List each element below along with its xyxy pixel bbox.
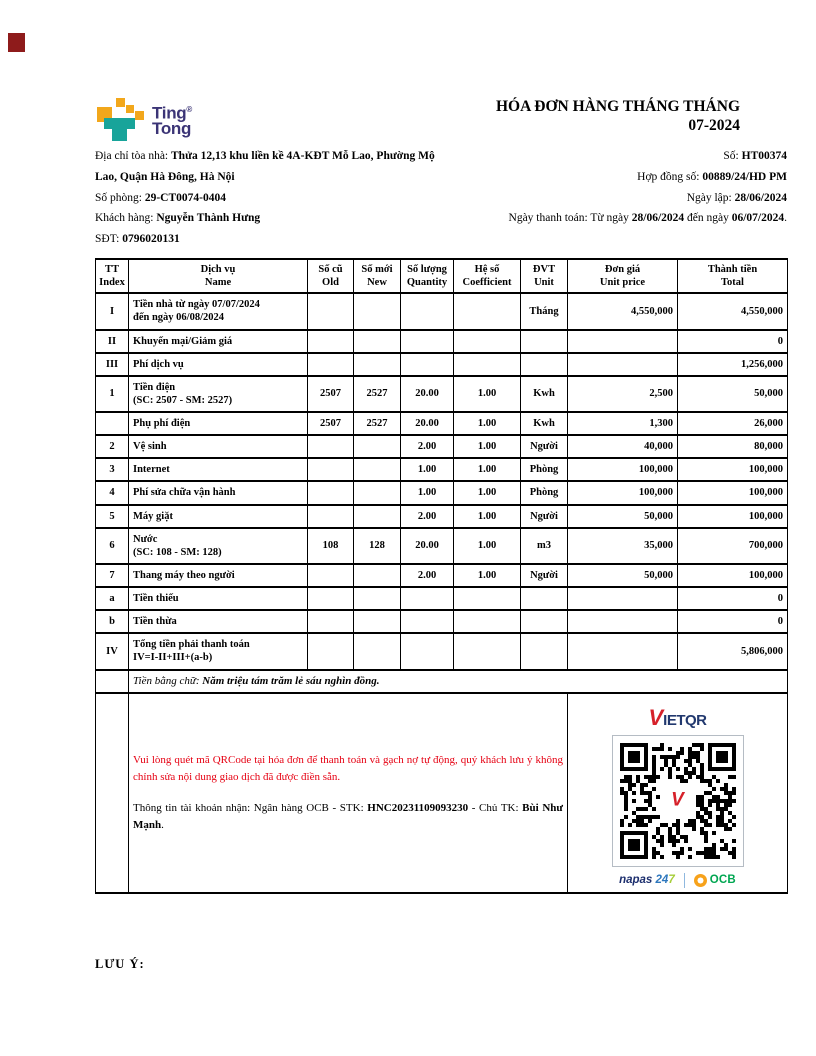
column-header: TT Index	[96, 259, 129, 293]
column-header: Đơn giá Unit price	[568, 259, 678, 293]
viewer-artifact-square	[8, 33, 25, 52]
cell-qty: 2.00	[401, 505, 454, 528]
cell-total: 0	[678, 610, 788, 633]
issue-date-line	[417, 188, 787, 209]
cell-idx	[96, 670, 129, 694]
cell-name: Tiền điện (SC: 2507 - SM: 2527)	[129, 376, 308, 412]
cell-total: 100,000	[678, 458, 788, 481]
phone-line	[95, 229, 443, 250]
cell-idx: III	[96, 353, 129, 376]
cell-total: 0	[678, 330, 788, 353]
cell-name: Tiền thừa	[129, 610, 308, 633]
cell-qty: 20.00	[401, 412, 454, 435]
table-row	[96, 435, 788, 458]
payment-period-end: 06/07/2024	[731, 212, 785, 225]
cell-name: Tổng tiền phải thanh toán IV=I-II+III+(a-b)	[129, 633, 308, 669]
cell-total: 4,550,000	[678, 293, 788, 329]
table-row	[96, 610, 788, 633]
notes-heading: LƯU Ý:	[95, 957, 145, 971]
table-row	[96, 353, 788, 376]
payment-period-start: 28/06/2024	[631, 212, 685, 225]
cell-coef: 1.00	[454, 376, 521, 412]
cell-price: 100,000	[568, 481, 678, 504]
column-header: Dịch vụ Name	[129, 259, 308, 293]
tingtong-logo-text	[152, 102, 192, 136]
cell-old	[308, 633, 354, 669]
address-value: Thửa 12,13 khu liền kề 4A-KĐT Mỗ Lao, Phường Mộ Lao, Quận Hà Đông, Hà Nội	[95, 150, 435, 183]
cell-name: Thang máy theo người	[129, 564, 308, 587]
column-header: Hệ số Coefficient	[454, 259, 521, 293]
cell-coef	[454, 633, 521, 669]
cell-qty	[401, 330, 454, 353]
bank-logos	[572, 873, 783, 888]
cell-name: Tiền nhà từ ngày 07/07/2024 đến ngày 06/08/2024	[129, 293, 308, 329]
cell-name: Phí dịch vụ	[129, 353, 308, 376]
cell-qty	[401, 633, 454, 669]
cell-price: 35,000	[568, 528, 678, 564]
cell-new	[354, 435, 401, 458]
cell-total: 0	[678, 587, 788, 610]
payment-qr-row	[96, 693, 788, 893]
column-header: Thành tiền Total	[678, 259, 788, 293]
cell-qty	[401, 293, 454, 329]
account-holder: Bùi Như Mạnh	[133, 802, 563, 832]
customer-label: Khách hàng:	[95, 212, 157, 225]
column-header: ĐVT Unit	[521, 259, 568, 293]
cell-name: Phí sửa chữa vận hành	[129, 481, 308, 504]
cell-price: 4,550,000	[568, 293, 678, 329]
cell-coef: 1.00	[454, 505, 521, 528]
table-row	[96, 412, 788, 435]
account-number: HNC20231109093230	[367, 802, 469, 815]
table-header-row	[96, 259, 788, 293]
cell-price	[568, 330, 678, 353]
cell-price: 40,000	[568, 435, 678, 458]
vietqr-logo	[572, 704, 783, 733]
cell-idx: IV	[96, 633, 129, 669]
cell-old	[308, 481, 354, 504]
cell-unit: Người	[521, 564, 568, 587]
table-row	[96, 633, 788, 669]
column-header: Số cũ Old	[308, 259, 354, 293]
cell-unit: Phòng	[521, 481, 568, 504]
cell-old	[308, 564, 354, 587]
cell-total: 100,000	[678, 564, 788, 587]
cell-name: Máy giặt	[129, 505, 308, 528]
cell-price	[568, 610, 678, 633]
cell-idx: 6	[96, 528, 129, 564]
cell-qty	[401, 587, 454, 610]
cell-idx: II	[96, 330, 129, 353]
cell-price	[568, 587, 678, 610]
contract-number-line	[417, 167, 787, 188]
cell-total: 50,000	[678, 376, 788, 412]
cell-idx: 7	[96, 564, 129, 587]
table-row	[96, 528, 788, 564]
cell-new: 2527	[354, 376, 401, 412]
cell-idx: 1	[96, 376, 129, 412]
cell-qty	[401, 610, 454, 633]
cell-coef: 1.00	[454, 528, 521, 564]
invoice-table	[95, 258, 788, 894]
cell-unit	[521, 353, 568, 376]
logo-word-ting: Ting	[152, 103, 187, 123]
table-row	[96, 481, 788, 504]
napas-7: 7	[668, 874, 675, 887]
cell-price: 50,000	[568, 505, 678, 528]
cell-price: 50,000	[568, 564, 678, 587]
contract-label: Hợp đồng số:	[637, 170, 703, 183]
address-label: Địa chỉ tòa nhà:	[95, 150, 172, 162]
cell-qty: 2.00	[401, 564, 454, 587]
qr-code	[612, 735, 744, 867]
table-row	[96, 458, 788, 481]
cell-old	[308, 293, 354, 329]
cell-new	[354, 564, 401, 587]
cell-coef: 1.00	[454, 412, 521, 435]
cell-new	[354, 293, 401, 329]
cell-old: 2507	[308, 412, 354, 435]
table-row	[96, 587, 788, 610]
cell-new: 2527	[354, 412, 401, 435]
invoice-number-value: HT00374	[741, 150, 787, 162]
invoice-title: HÓA ĐƠN HÀNG THÁNG THÁNG 07-2024	[495, 98, 740, 134]
table-row	[96, 376, 788, 412]
cell-coef	[454, 330, 521, 353]
cell-price: 1,300	[568, 412, 678, 435]
cell-coef	[454, 610, 521, 633]
customer-info-block	[95, 146, 443, 250]
cell-name: Phụ phí điện	[129, 412, 308, 435]
customer-line	[95, 208, 443, 229]
cell-name: Vệ sinh	[129, 435, 308, 458]
invoice-meta-block	[417, 146, 787, 229]
table-row	[96, 505, 788, 528]
cell-qty: 1.00	[401, 458, 454, 481]
tingtong-logo	[95, 96, 192, 142]
cell-qty: 20.00	[401, 376, 454, 412]
cell-old	[308, 610, 354, 633]
cell-new	[354, 481, 401, 504]
cell-coef	[454, 353, 521, 376]
payment-note-cell	[129, 693, 568, 893]
registered-mark: ®	[186, 105, 192, 115]
amount-words-label: Tiền bằng chữ:	[133, 674, 203, 687]
cell-idx: 4	[96, 481, 129, 504]
issue-date-label: Ngày lập:	[686, 191, 735, 204]
invoice-number-line	[417, 146, 787, 167]
cell-price: 100,000	[568, 458, 678, 481]
ocb-logo	[694, 873, 736, 887]
cell-idx	[96, 412, 129, 435]
logo-divider	[684, 873, 685, 888]
cell-qty: 20.00	[401, 528, 454, 564]
cell-new	[354, 633, 401, 669]
payment-warning-text: Vui lòng quét mã QRCode tại hóa đơn để thanh toán và gạch nợ tự động, quý khách lưu ý không chỉnh sửa nội dung giao dịch đã được điền sẵn.	[133, 754, 563, 784]
issue-date-value: 28/06/2024	[734, 191, 787, 204]
cell-new	[354, 353, 401, 376]
cell-name: Internet	[129, 458, 308, 481]
cell-new	[354, 458, 401, 481]
cell-unit: Phòng	[521, 458, 568, 481]
cell-price	[568, 353, 678, 376]
napas-247-logo	[619, 873, 675, 887]
vietqr-qr: QR	[685, 711, 707, 729]
cell-unit: Tháng	[521, 293, 568, 329]
phone-label: SĐT:	[95, 233, 123, 246]
contract-value: 00889/24/HD PM	[702, 170, 787, 183]
cell-total: 26,000	[678, 412, 788, 435]
qr-center-v-icon: V	[671, 789, 684, 811]
cell-total: 100,000	[678, 481, 788, 504]
cell-coef: 1.00	[454, 435, 521, 458]
cell-qty: 1.00	[401, 481, 454, 504]
payment-period-period: .	[784, 212, 787, 225]
cell-new: 128	[354, 528, 401, 564]
cell-old	[308, 505, 354, 528]
cell-new	[354, 330, 401, 353]
tingtong-logo-icon	[95, 96, 147, 142]
customer-value: Nguyễn Thành Hưng	[156, 212, 261, 225]
cell-qty	[401, 353, 454, 376]
cell-unit: Kwh	[521, 376, 568, 412]
cell-total: 5,806,000	[678, 633, 788, 669]
amount-in-words-cell	[129, 670, 788, 694]
amount-words-value: Năm triệu tám trăm lẻ sáu nghìn đồng.	[202, 674, 380, 687]
cell-unit: Kwh	[521, 412, 568, 435]
cell-old	[308, 330, 354, 353]
cell-unit	[521, 330, 568, 353]
cell-new	[354, 610, 401, 633]
cell-price	[568, 633, 678, 669]
cell-name: Tiền thiếu	[129, 587, 308, 610]
cell-old	[308, 587, 354, 610]
cell-unit	[521, 610, 568, 633]
column-header: Số mới New	[354, 259, 401, 293]
napas-24: 24	[655, 874, 669, 887]
cell-idx	[96, 693, 129, 893]
account-period: .	[161, 819, 164, 832]
cell-coef: 1.00	[454, 458, 521, 481]
logo-word-tong: Tong	[152, 118, 192, 138]
cell-old	[308, 458, 354, 481]
column-header: Số lượng Quantity	[401, 259, 454, 293]
cell-total: 1,256,000	[678, 353, 788, 376]
table-row	[96, 564, 788, 587]
cell-unit: m3	[521, 528, 568, 564]
cell-price: 2,500	[568, 376, 678, 412]
cell-coef	[454, 587, 521, 610]
vietqr-iet: IET	[663, 711, 686, 729]
invoice-number-label: Số:	[723, 150, 742, 162]
vietqr-v: V	[648, 704, 664, 730]
cell-unit	[521, 633, 568, 669]
payment-period-mid: đến ngày	[684, 212, 732, 225]
room-value: 29-CT0074-0404	[144, 191, 226, 204]
cell-coef	[454, 293, 521, 329]
cell-coef: 1.00	[454, 564, 521, 587]
qr-code-cell	[568, 693, 788, 893]
payment-period-line	[417, 208, 787, 229]
cell-new	[354, 505, 401, 528]
cell-name: Khuyến mại/Giảm giá	[129, 330, 308, 353]
account-prefix: Thông tin tài khoản nhận: Ngân hàng OCB - STK:	[133, 802, 368, 815]
cell-old: 108	[308, 528, 354, 564]
napas-word: napas	[619, 874, 656, 887]
amount-in-words-row	[96, 670, 788, 694]
cell-unit: Người	[521, 435, 568, 458]
cell-idx: 3	[96, 458, 129, 481]
bank-account-text	[133, 800, 563, 834]
ocb-circle-icon	[694, 874, 707, 887]
cell-new	[354, 587, 401, 610]
room-number-line	[95, 188, 443, 209]
cell-qty: 2.00	[401, 435, 454, 458]
cell-idx: 5	[96, 505, 129, 528]
cell-idx: b	[96, 610, 129, 633]
table-row	[96, 293, 788, 329]
cell-idx: 2	[96, 435, 129, 458]
cell-old	[308, 353, 354, 376]
cell-unit	[521, 587, 568, 610]
payment-period-label: Ngày thanh toán: Từ ngày	[508, 212, 632, 225]
table-row	[96, 330, 788, 353]
cell-total: 700,000	[678, 528, 788, 564]
cell-old	[308, 435, 354, 458]
cell-total: 100,000	[678, 505, 788, 528]
cell-idx: a	[96, 587, 129, 610]
account-mid: - Chủ TK:	[468, 802, 523, 815]
address-line	[95, 146, 443, 188]
cell-old: 2507	[308, 376, 354, 412]
room-label: Số phòng:	[95, 191, 145, 204]
cell-name: Nước (SC: 108 - SM: 128)	[129, 528, 308, 564]
cell-coef: 1.00	[454, 481, 521, 504]
ocb-text: OCB	[709, 874, 736, 887]
phone-value: 0796020131	[122, 233, 180, 246]
cell-idx: I	[96, 293, 129, 329]
cell-total: 80,000	[678, 435, 788, 458]
cell-unit: Người	[521, 505, 568, 528]
